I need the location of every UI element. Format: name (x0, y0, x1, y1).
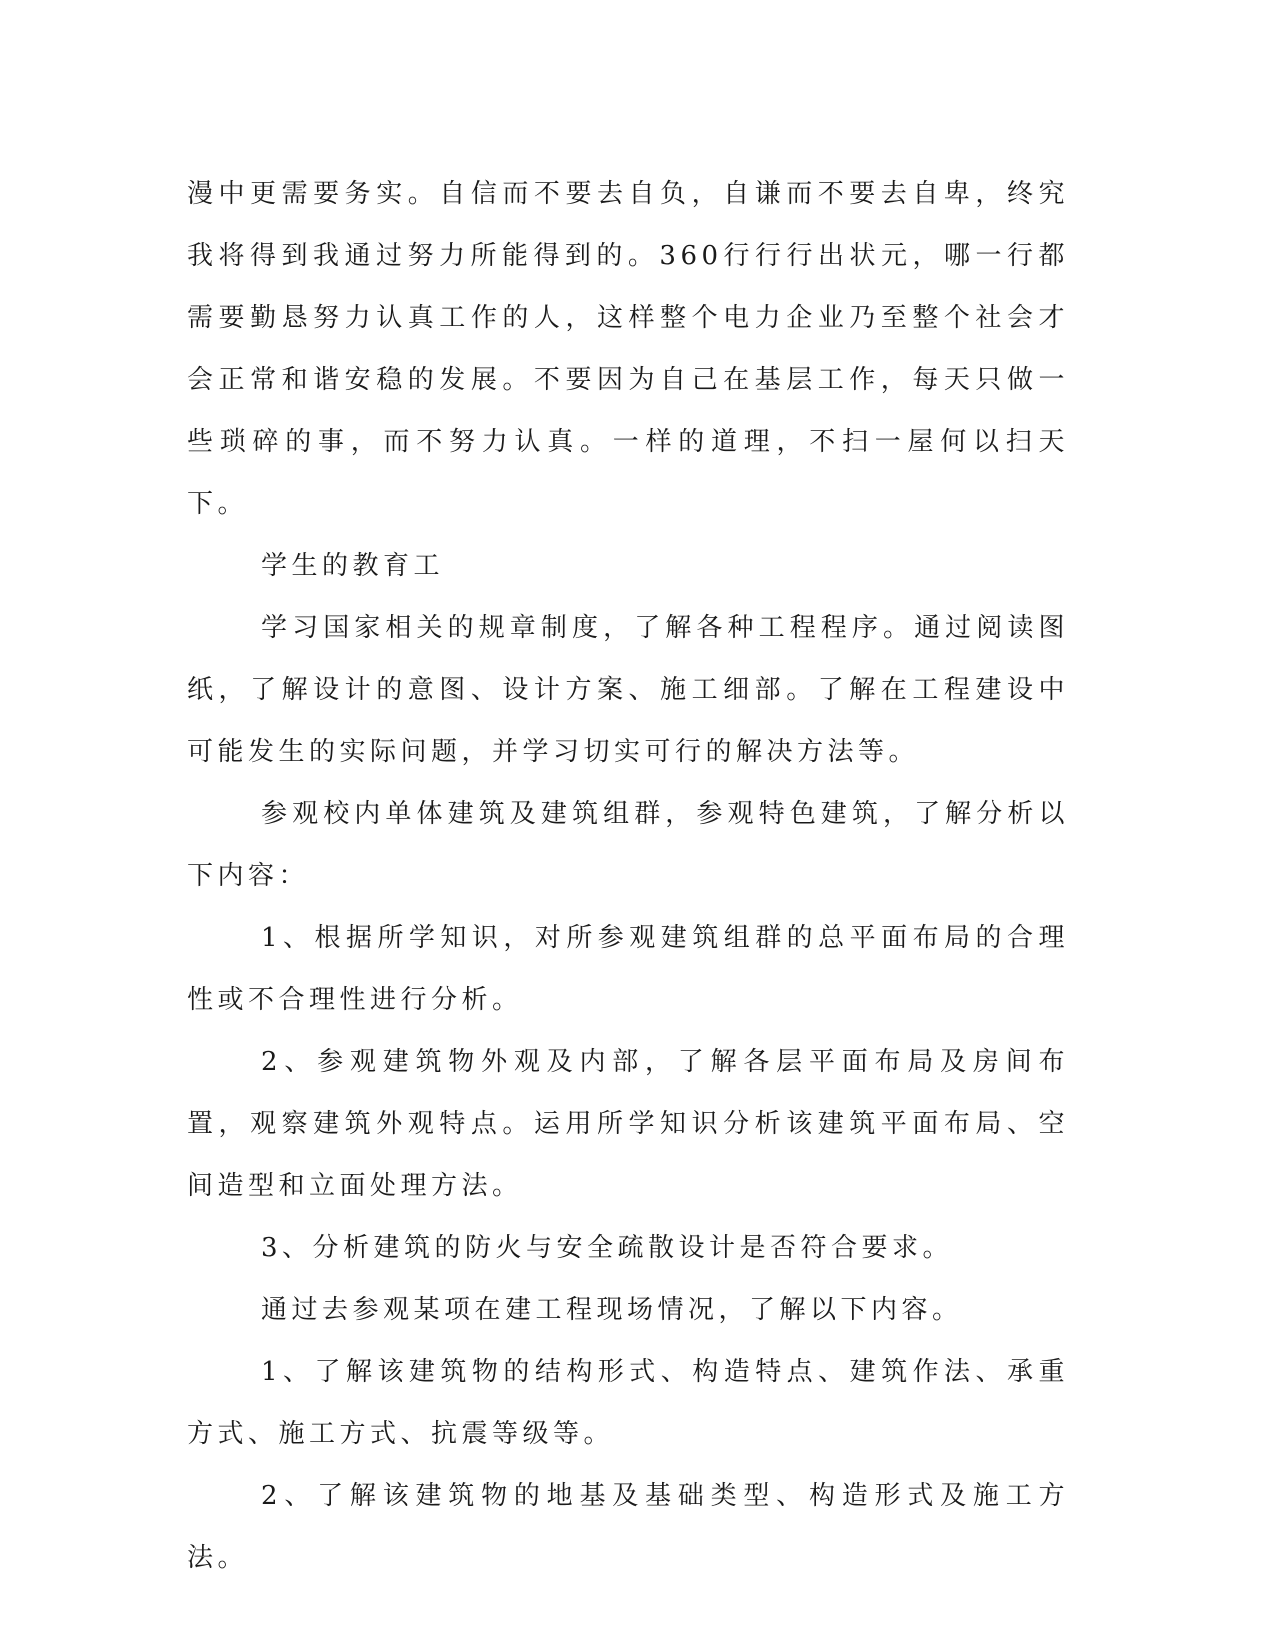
document-body (187, 163, 1069, 1589)
list-item: 1、根据所学知识，对所参观建筑组群的总平面布局的合理性或不合理性进行分析。 (187, 923, 1069, 1015)
paragraph: 通过去参观某项在建工程现场情况，了解以下内容。 (261, 1295, 963, 1325)
paragraph: 学习国家相关的规章制度，了解各种工程程序。通过阅读图纸，了解设计的意图、设计方案、施工细部。了解在工程建设中可能发生的实际问题，并学习切实可行的解决方法等。 (187, 613, 1069, 767)
paragraph: 参观校内单体建筑及建筑组群，参观特色建筑，了解分析以下内容： (187, 799, 1069, 891)
paragraph: 学生的教育工 (261, 551, 445, 581)
list-item: 2、了解该建筑物的地基及基础类型、构造形式及施工方法。 (187, 1481, 1069, 1573)
list-item: 1、了解该建筑物的结构形式、构造特点、建筑作法、承重方式、施工方式、抗震等级等。 (187, 1357, 1069, 1449)
paragraph: 漫中更需要务实。自信而不要去自负，自谦而不要去自卑，终究我将得到我通过努力所能得到的。360行行行出状元，哪一行都需要勤恳努力认真工作的人，这样整个电力企业乃至整个社会才会正常和谐安稳的发展。不要因为自己在基层工作，每天只做一些琐碎的事，而不努力认真。一样的道理，不扫一屋何以扫天下。 (187, 179, 1069, 519)
list-item: 2、参观建筑物外观及内部，了解各层平面布局及房间布置，观察建筑外观特点。运用所学知识分析该建筑平面布局、空间造型和立面处理方法。 (187, 1047, 1069, 1201)
list-item: 3、分析建筑的防火与安全疏散设计是否符合要求。 (261, 1233, 954, 1263)
